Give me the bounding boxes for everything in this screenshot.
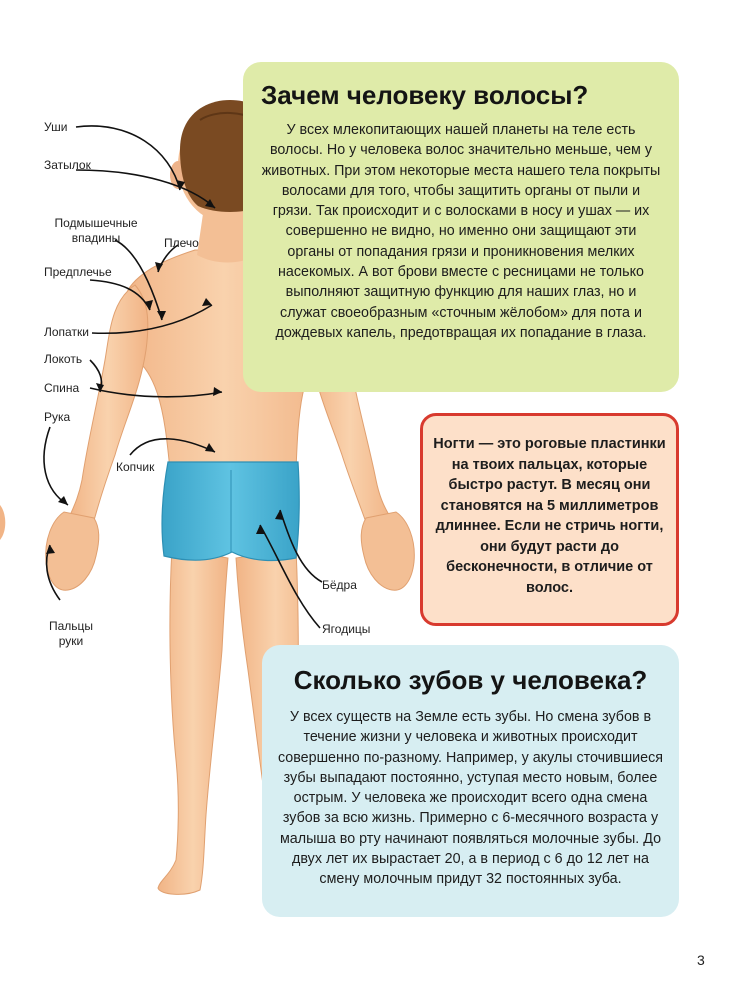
label-lokot: Локоть [44, 352, 83, 366]
hair-section-title: Зачем человеку волосы? [261, 80, 589, 110]
teeth-section-title: Сколько зубов у человека? [293, 665, 648, 695]
label-ruka: Рука [44, 410, 71, 424]
edge-hand [0, 505, 5, 540]
teeth-section-text: У всех существ на Земле есть зубы. Но смена зубов в течение жизни у человека и животных происходит совершенно по-разному. Например, у акулы сточившиеся зубы выпадают постоянно, уступая место новым, более острым. У человека же происходит всего одна смена зубов за всю жизнь. Примерно с 6-месячного возраста у малыша во рту начинают появляться молочные зубы. До двух лет их вырастает 20, а в период с 6 до 12 лет на смену молочным придут 32 постоянных зуба. [277, 709, 664, 888]
left-arm [68, 285, 148, 528]
hair-section-text: У всех млекопитающих нашей планеты на теле есть волосы. Но у человека волос значительно меньше, чем у животных. При этом некоторые места нашего тела покрыты волосами для того, чтобы защитить органы от пыли и грязи. Так происходит и с волосками в носу и ушах — их совершенно не видно, но именно они защищают эти органы от попадания грязи и проникновения мелких насекомых. А вот брови вместе с ресницами не только выполняют защитную функцию для наших глаз, но и служат своеобразным «сточным жёлобом» для пота и дождевых капель, предотвращая их попадание в глаза. [261, 122, 661, 341]
label-lopatki: Лопатки [44, 325, 89, 339]
label-yagoditsy: Ягодицы [322, 622, 371, 636]
label-predplechye: Предплечье [44, 265, 112, 279]
label-spina: Спина [44, 381, 80, 395]
nails-note-panel [420, 413, 679, 626]
teeth-info-panel [262, 645, 679, 917]
label-zatylok: Затылок [44, 158, 91, 172]
label-kopchik: Копчик [116, 460, 155, 474]
label-paltsy: Пальцы руки [48, 619, 94, 648]
hair-info-panel [243, 62, 679, 392]
label-bedra: Бёдра [322, 578, 357, 592]
nails-note-text: Ногти — это роговые пластинки на твоих пальцах, которые быстро растут. В месяц они становятся на 5 миллиметров длиннее. Если не стричь ногти, они будут расти до бесконечности, в отличие от волос. [433, 436, 666, 596]
left-leg [158, 548, 228, 894]
page-number: 3 [697, 952, 705, 968]
right-hand [361, 512, 414, 590]
label-ushi: Уши [44, 120, 68, 134]
label-plecho: Плечо [164, 236, 199, 250]
label-podmyshechnye: Подмышечные впадины [54, 216, 138, 245]
